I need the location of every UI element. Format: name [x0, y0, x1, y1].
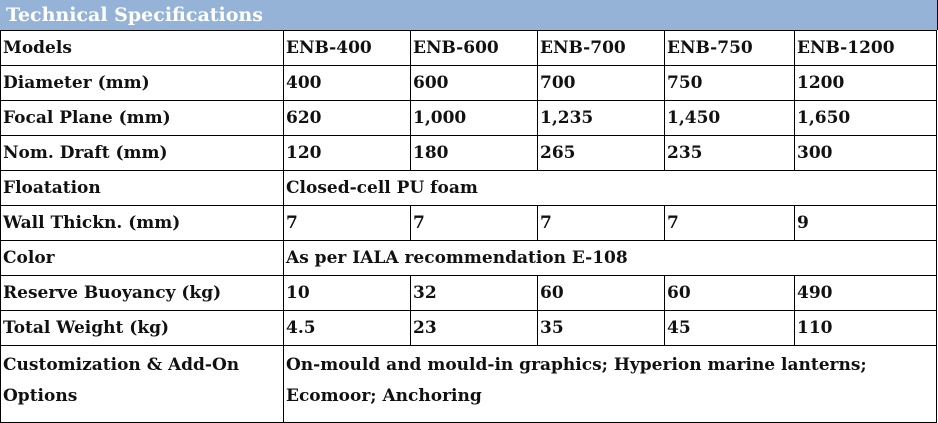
table-cell: 120 — [284, 136, 411, 171]
table-cell: 1,000 — [411, 101, 538, 136]
table-row — [1, 206, 937, 241]
table-cell: 60 — [665, 276, 795, 311]
table-cell: 400 — [284, 66, 411, 101]
table-cell: 7 — [411, 206, 538, 241]
table-cell: 300 — [795, 136, 937, 171]
table-cell: 10 — [284, 276, 411, 311]
table-row — [1, 171, 937, 206]
table-row — [1, 31, 937, 66]
table-cell: 235 — [665, 136, 795, 171]
table-cell: 750 — [665, 66, 795, 101]
row-label: Total Weight (kg) — [1, 311, 284, 346]
table-cell: ENB-400 — [284, 31, 411, 66]
row-label: Models — [1, 31, 284, 66]
row-label: Color — [1, 241, 284, 276]
table-cell: 7 — [665, 206, 795, 241]
table-cell: 620 — [284, 101, 411, 136]
table-cell: 45 — [665, 311, 795, 346]
table-cell: 110 — [795, 311, 937, 346]
table-cell: 180 — [411, 136, 538, 171]
table-cell: 32 — [411, 276, 538, 311]
table-cell: ENB-1200 — [795, 31, 937, 66]
table-cell: 7 — [538, 206, 665, 241]
table-cell: 7 — [284, 206, 411, 241]
table-row — [1, 136, 937, 171]
table-cell: 60 — [538, 276, 665, 311]
row-label: Focal Plane (mm) — [1, 101, 284, 136]
table-cell: 9 — [795, 206, 937, 241]
table-title: Technical Specifications — [0, 0, 938, 30]
row-label: Floatation — [1, 171, 284, 206]
table-cell: 1,235 — [538, 101, 665, 136]
table-row — [1, 101, 937, 136]
table-row — [1, 66, 937, 101]
table-cell-merged: As per IALA recommendation E-108 — [284, 241, 937, 276]
table-cell: 4.5 — [284, 311, 411, 346]
table-cell: 265 — [538, 136, 665, 171]
row-label: Customization & Add-On Options — [1, 346, 284, 423]
table-cell: 1,450 — [665, 101, 795, 136]
table-cell: ENB-600 — [411, 31, 538, 66]
table-cell: 490 — [795, 276, 937, 311]
table-cell: ENB-750 — [665, 31, 795, 66]
row-label: Diameter (mm) — [1, 66, 284, 101]
row-label: Reserve Buoyancy (kg) — [1, 276, 284, 311]
table-row — [1, 311, 937, 346]
table-row — [1, 241, 937, 276]
table-row — [1, 276, 937, 311]
table-cell: ENB-700 — [538, 31, 665, 66]
table-cell-merged: On-mould and mould-in graphics; Hyperion marine lanterns; Ecomoor; Anchoring — [284, 346, 937, 423]
row-label: Wall Thickn. (mm) — [1, 206, 284, 241]
table-cell: 23 — [411, 311, 538, 346]
table-cell-merged: Closed-cell PU foam — [284, 171, 937, 206]
table-cell: 1,650 — [795, 101, 937, 136]
table-cell: 600 — [411, 66, 538, 101]
table-cell: 1200 — [795, 66, 937, 101]
table-cell: 700 — [538, 66, 665, 101]
spec-table — [0, 30, 937, 423]
row-label: Nom. Draft (mm) — [1, 136, 284, 171]
table-cell: 35 — [538, 311, 665, 346]
